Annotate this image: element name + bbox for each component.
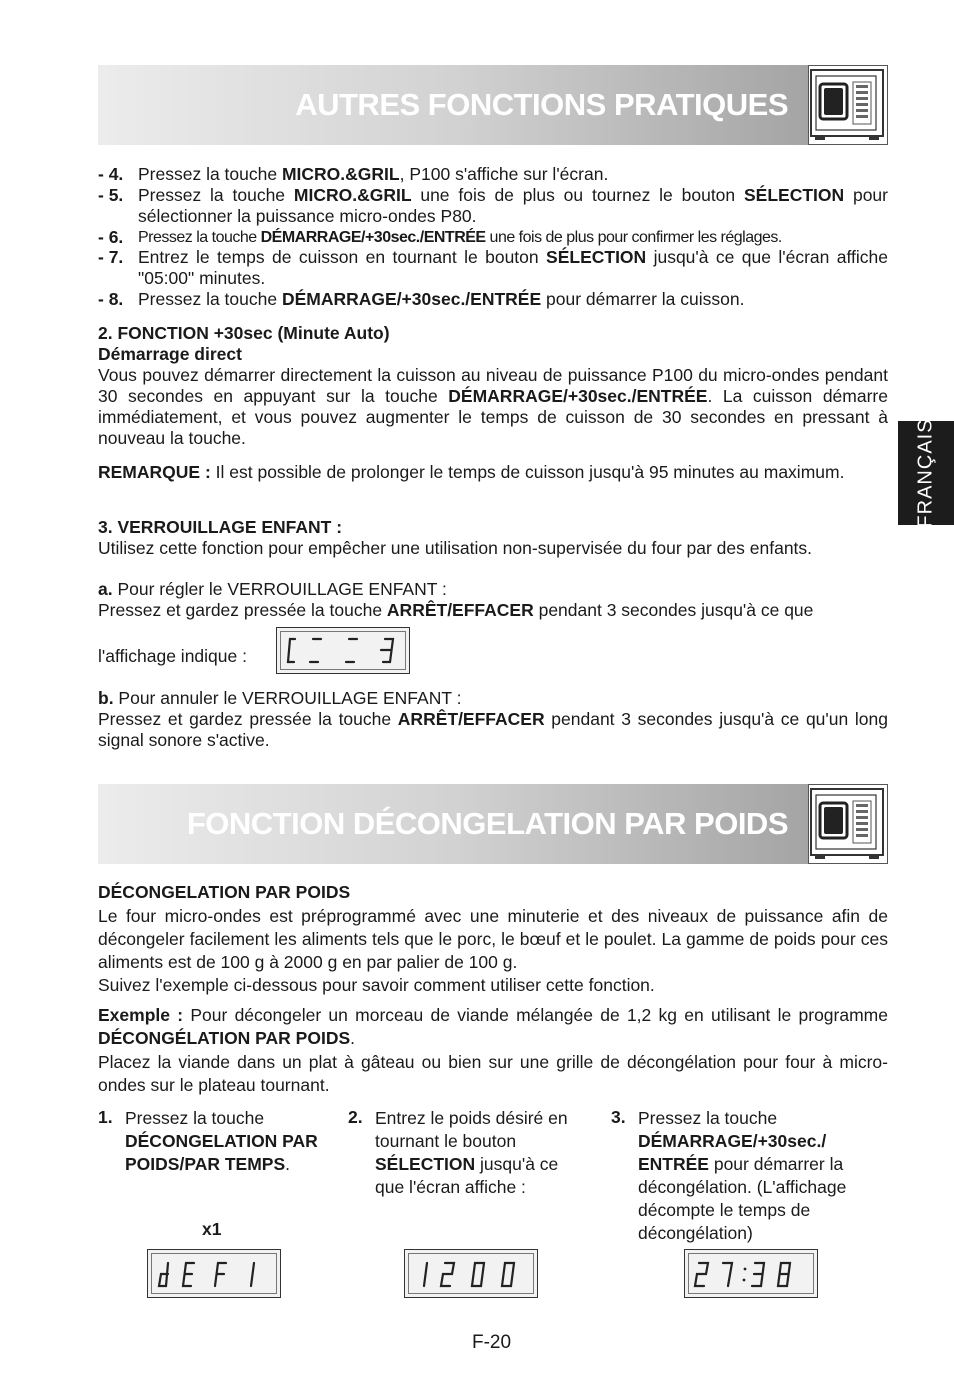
- child-lock-intro: Utilisez cette fonction pour empêcher une utilisation non-supervisée du four par des enfants.: [98, 538, 813, 558]
- microwave-icon: [808, 65, 888, 145]
- lcd-defrost-mode: [147, 1249, 281, 1298]
- step-5: - 5. Pressez la touche MICRO.&GRIL une fois de plus ou tournez le bouton SÉLECTION pour sélectionner la puissance micro-ondes P80.: [98, 185, 888, 226]
- child-lock-b-para: Pressez et gardez pressée la touche ARRÊT/EFFACER pendant 3 secondes jusqu'à ce qu'un long signal sonore s'active.: [98, 709, 888, 750]
- defrost-para2: Suivez l'exemple ci-dessous pour savoir comment utiliser cette fonction.: [98, 975, 655, 995]
- section-title: FONCTION DÉCONGELATION PAR POIDS: [186, 806, 788, 841]
- section-title: AUTRES FONCTIONS PRATIQUES: [295, 87, 788, 122]
- para-auto-minute: Vous pouvez démarrer directement la cuisson au niveau de puissance P100 du micro-ondes pendant 30 secondes en appuyant sur la touche DÉMARRAGE/+30sec./ENTRÉE. La cuisson démarre immédiatement, et vous pouvez augmenter le temps de cuisson de 30 secondes en pressant à nouveau la touche.: [98, 365, 888, 448]
- section-banner-other-functions: [98, 65, 888, 145]
- press-count: x1: [202, 1219, 222, 1239]
- child-lock-a: a. Pour régler le VERROUILLAGE ENFANT :: [98, 579, 447, 599]
- subheading-direct-start: Démarrage direct: [98, 344, 242, 364]
- defrost-example: Exemple : Pour décongeler un morceau de viande mélangée de 1,2 kg en utilisant le programme DÉCONGÉLATION PAR POIDS.: [98, 1005, 888, 1048]
- language-tab-label: FRANÇAIS: [914, 418, 937, 528]
- col1-number: 1.: [98, 1107, 113, 1127]
- col3-text: Pressez la touche DÉMARRAGE/+30sec./ ENTRÉE pour démarrer la décongélation. (L'affichage décompte le temps de décongélation): [638, 1108, 847, 1243]
- heading-child-lock: 3. VERROUILLAGE ENFANT :: [98, 517, 343, 537]
- step-6: - 6. Pressez la touche DÉMARRAGE/+30sec./ENTRÉE une fois de plus pour confirmer les réglages.: [98, 227, 782, 247]
- step-7: - 7. Entrez le temps de cuisson en tournant le bouton SÉLECTION jusqu'à ce que l'écran affiche "05:00" minutes.: [98, 247, 888, 288]
- col2-text: Entrez le poids désiré en tournant le bouton SÉLECTION jusqu'à ce que l'écran affiche :: [375, 1108, 568, 1197]
- section-banner-weight-defrost: [98, 784, 888, 864]
- child-lock-b: b. Pour annuler le VERROUILLAGE ENFANT :: [98, 688, 462, 708]
- child-lock-a-para: Pressez et gardez pressée la touche ARRÊT/EFFACER pendant 3 secondes jusqu'à ce que: [98, 600, 814, 620]
- heading-weight-defrost: DÉCONGELATION PAR POIDS: [98, 882, 351, 902]
- col1-text: Pressez la touche DÉCONGELATION PAR POIDS/PAR TEMPS.: [125, 1108, 318, 1174]
- lcd-lock-display: [276, 627, 410, 674]
- col2-number: 2.: [348, 1107, 363, 1127]
- heading-auto-minute: 2. FONCTION +30sec (Minute Auto): [98, 323, 390, 343]
- lcd-weight: [404, 1249, 538, 1298]
- page-number: F-20: [472, 1332, 512, 1353]
- language-tab: [898, 418, 954, 528]
- display-label: l'affichage indique :: [98, 646, 247, 666]
- microwave-icon: [808, 784, 888, 864]
- defrost-para1: Le four micro-ondes est préprogrammé avec une minuterie et des niveaux de puissance afin de décongeler facilement les aliments tels que le porc, le bœuf et le poulet. La gamme de poids pour ces aliments est de 100 g à 2000 g en par palier de 100 g.: [98, 906, 888, 972]
- remark: REMARQUE : Il est possible de prolonger le temps de cuisson jusqu'à 95 minutes au maximum.: [98, 462, 845, 482]
- step-4: - 4. Pressez la touche MICRO.&GRIL, P100 s'affiche sur l'écran.: [98, 164, 609, 184]
- defrost-para3: Placez la viande dans un plat à gâteau ou bien sur une grille de décongélation pour four à micro-ondes sur le plateau tournant.: [98, 1052, 888, 1095]
- lcd-countdown: [684, 1249, 818, 1298]
- col3-number: 3.: [611, 1107, 626, 1127]
- step-8: - 8. Pressez la touche DÉMARRAGE/+30sec./ENTRÉE pour démarrer la cuisson.: [98, 289, 745, 309]
